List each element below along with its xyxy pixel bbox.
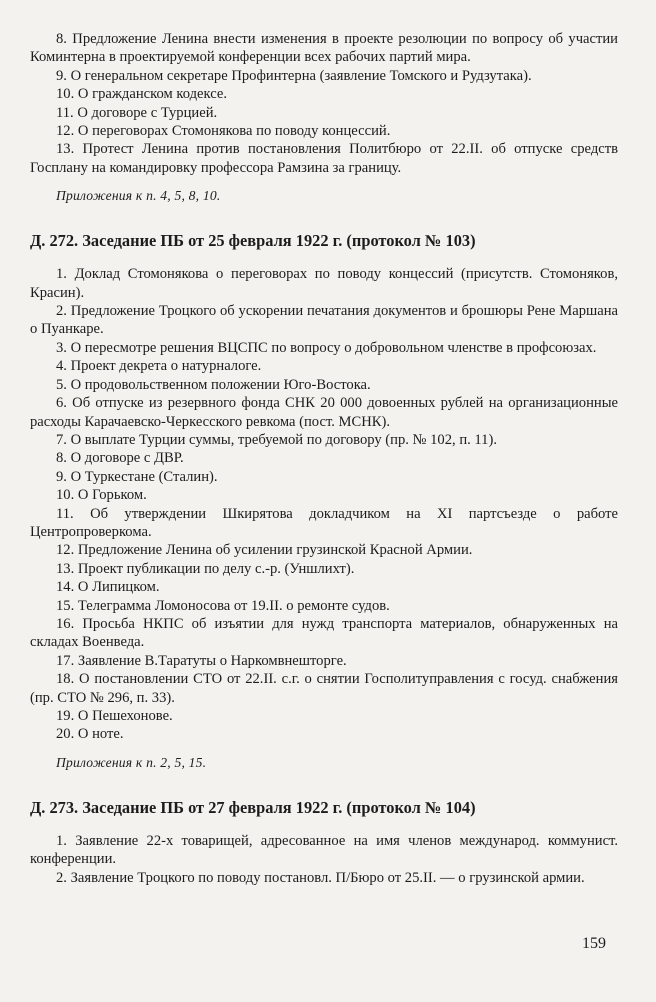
appendix-note: Приложения к п. 4, 5, 8, 10. [56, 188, 221, 204]
list-item: 18. О постановлении СТО от 22.II. с.г. о снятии Госполитуправления с госуд. снабжения (пр. СТО № 296, п. 33). [30, 671, 618, 706]
list-item: 12. Предложение Ленина об усилении грузинской Красной Армии. [56, 542, 473, 559]
section-heading-273: Д. 273. Заседание ПБ от 27 февраля 1922 г. (протокол № 104) [30, 797, 476, 817]
list-item: 2. Предложение Троцкого об ускорении печатания документов и брошюры Рене Маршана о Пуанкаре. [30, 303, 618, 338]
list-item: 13. Проект публикации по делу с.-р. (Уншлихт). [56, 560, 355, 577]
list-item: 3. О пересмотре решения ВЦСПС по вопросу о добровольном членстве в профсоюзах. [56, 339, 597, 356]
appendix-note: Приложения к п. 2, 5, 15. [56, 754, 207, 770]
list-item: 10. О гражданском кодексе. [56, 86, 227, 103]
list-item: 8. О договоре с ДВР. [56, 450, 184, 467]
list-item: 1. Доклад Стомонякова о переговорах по поводу концессий (присутств. Стомоняков, Красин). [30, 266, 618, 301]
section-heading-272: Д. 272. Заседание ПБ от 25 февраля 1922 г. (протокол № 103) [30, 231, 476, 251]
protocol-102-continuation [30, 30, 618, 205]
list-item: 9. О Туркестане (Сталин). [56, 468, 218, 485]
list-item: 11. О договоре с Турцией. [56, 104, 218, 121]
page-number: 159 [582, 935, 606, 952]
list-item: 7. О выплате Турции суммы, требуемой по договору (пр. № 102, п. 11). [56, 431, 497, 448]
list-item: 20. О ноте. [56, 726, 124, 743]
list-item: 9. О генеральном секретаре Профинтерна (заявление Томского и Рудзутака). [56, 67, 532, 84]
protocol-103-items [30, 265, 618, 772]
list-item: 15. Телеграмма Ломоносова от 19.II. о ремонте судов. [56, 597, 390, 614]
list-item: 11. Об утверждении Шкирятова докладчиком на XI партсъезде о работе Центропроверкома. [30, 505, 618, 540]
list-item: 12. О переговорах Стомонякова по поводу концессий. [56, 123, 391, 140]
list-item: 8. Предложение Ленина внести изменения в проекте резолюции по вопросу об участии Коминтерна в проектируемой конференции всех рабочих партий мира. [30, 31, 618, 66]
list-item: 10. О Горьком. [56, 487, 147, 504]
list-item: 13. Протест Ленина против постановления Политбюро от 22.II. об отпуске средств Госплану на командировку профессора Рамзина за границу. [30, 141, 618, 176]
list-item: 4. Проект декрета о натурналоге. [56, 358, 262, 375]
list-item: 17. Заявление В.Таратуты о Наркомвнешторге. [56, 652, 347, 669]
protocol-104-items [30, 832, 618, 887]
list-item: 2. Заявление Троцкого по поводу постановл. П/Бюро от 25.II. — о грузинской армии. [56, 869, 585, 886]
list-item: 6. Об отпуске из резервного фонда СНК 20 000 довоенных рублей на организационные расходы Карачаевско-Черкесского ревкома (пост. МСНК). [30, 395, 618, 430]
list-item: 1. Заявление 22-х товарищей, адресованное на имя членов международ. коммунист. конференции. [30, 832, 618, 868]
list-item: 5. О продовольственном положении Юго-Востока. [56, 376, 371, 393]
list-item: 19. О Пешехонове. [56, 708, 173, 724]
list-item: 16. Просьба НКПС об изъятии для нужд транспорта материалов, обнаруженных на складах Военведа. [30, 615, 618, 651]
list-item: 14. О Липицком. [56, 579, 160, 596]
